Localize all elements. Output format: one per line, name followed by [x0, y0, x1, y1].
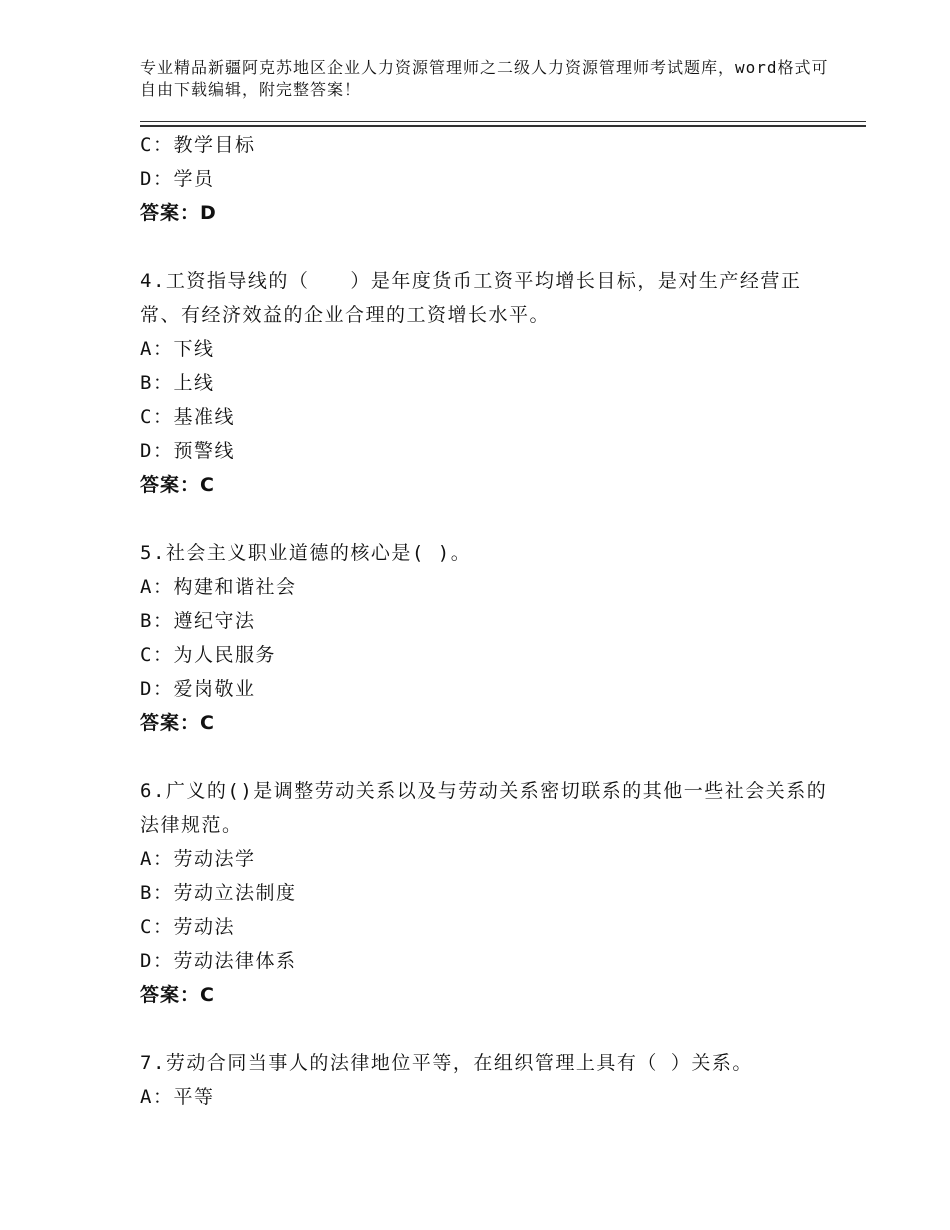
- question-list: [140, 128, 830, 1114]
- option-c: C：教学目标: [140, 134, 256, 156]
- answer: 答案：C: [140, 474, 215, 496]
- page-header: 专业精品新疆阿克苏地区企业人力资源管理师之二级人力资源管理师考试题库，word格式可自由下载编辑，附完整答案！: [140, 58, 829, 99]
- option-d: D：爱岗敬业: [140, 678, 256, 700]
- option-a: A：构建和谐社会: [140, 576, 297, 598]
- option-a: A：平等: [140, 1086, 215, 1108]
- option-a: A：劳动法学: [140, 848, 256, 870]
- option-c: C：为人民服务: [140, 644, 276, 666]
- question-text: 7.劳动合同当事人的法律地位平等，在组织管理上具有（ ）关系。: [140, 1052, 753, 1074]
- option-b: B：劳动立法制度: [140, 882, 297, 904]
- header-divider-thin: [140, 121, 866, 122]
- option-c: C：劳动法: [140, 916, 235, 938]
- option-b: B：上线: [140, 372, 215, 394]
- answer: 答案：D: [140, 202, 217, 224]
- answer: 答案：C: [140, 984, 215, 1006]
- answer: 答案：C: [140, 712, 215, 734]
- option-c: C：基准线: [140, 406, 235, 428]
- header-divider-thick: [140, 125, 866, 127]
- question-text: 6.广义的()是调整劳动关系以及与劳动关系密切联系的其他一些社会关系的法律规范。: [140, 780, 828, 836]
- question-text: 5.社会主义职业道德的核心是( )。: [140, 542, 472, 564]
- question-text: 4.工资指导线的（ ）是年度货币工资平均增长目标，是对生产经营正常、有经济效益的企业合理的工资增长水平。: [140, 270, 802, 326]
- option-d: D：学员: [140, 168, 215, 190]
- option-d: D：预警线: [140, 440, 235, 462]
- option-b: B：遵纪守法: [140, 610, 256, 632]
- option-a: A：下线: [140, 338, 215, 360]
- option-d: D：劳动法律体系: [140, 950, 297, 972]
